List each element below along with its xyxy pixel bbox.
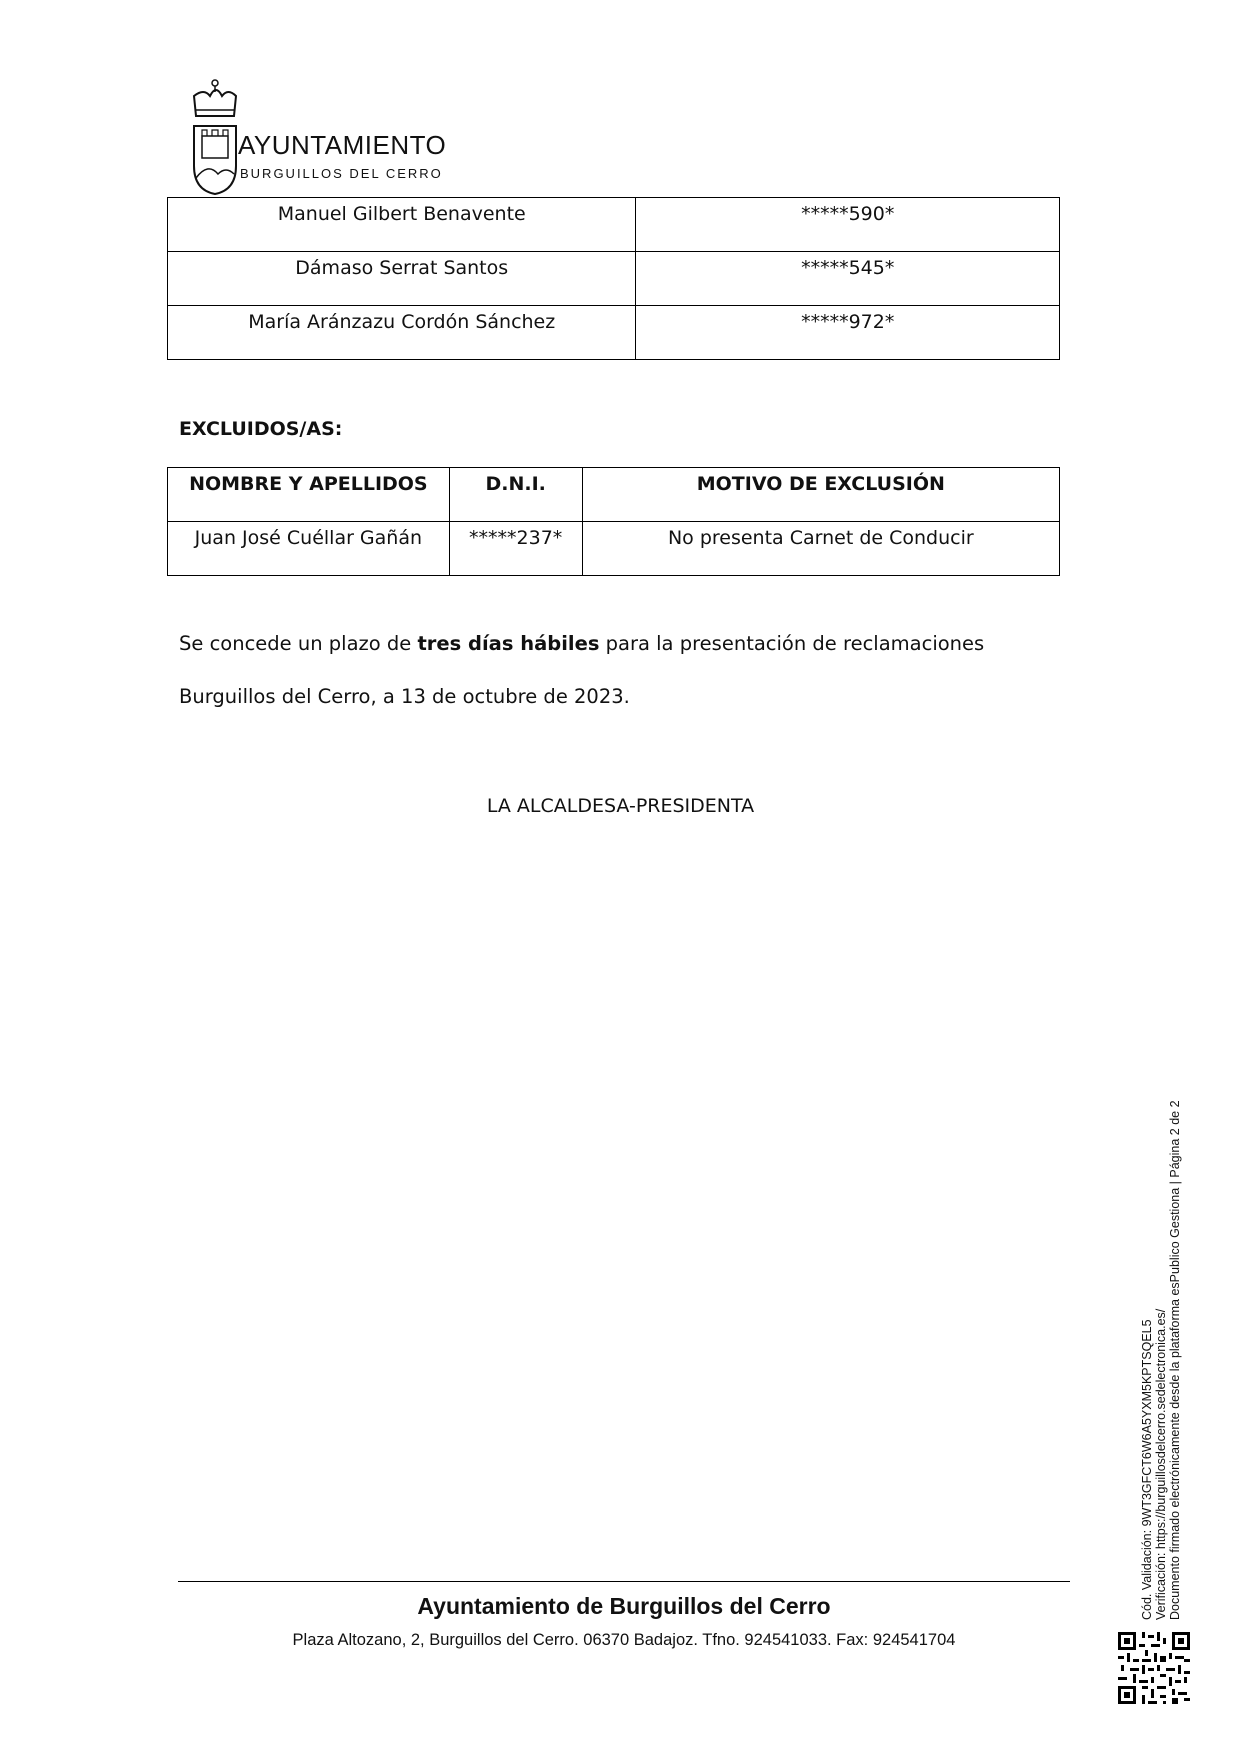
claims-text-end: para la presentación de reclamaciones (599, 632, 985, 655)
footer-divider (178, 1581, 1070, 1582)
table-row (168, 252, 1060, 306)
logo-subtitle: BURGUILLOS DEL CERRO (240, 166, 443, 181)
column-header-reason: MOTIVO DE EXCLUSIÓN (582, 468, 1059, 522)
logo-title: AYUNTAMIENTO (238, 130, 447, 160)
claims-text-bold: tres días hábiles (417, 632, 600, 655)
name-cell: Manuel Gilbert Benavente (168, 198, 636, 252)
dni-cell: *****237* (449, 522, 582, 576)
excluded-table (167, 467, 1060, 576)
dni-cell: *****590* (636, 198, 1060, 252)
footer-address: Plaza Altozano, 2, Burguillos del Cerro. 06370 Badajoz. Tfno. 924541033. Fax: 924541704 (292, 1631, 956, 1649)
name-cell: Dámaso Serrat Santos (168, 252, 636, 306)
date-line: Burguillos del Cerro, a 13 de octubre de 2023. (179, 685, 630, 708)
table-row (168, 522, 1060, 576)
table-row (168, 306, 1060, 360)
table-header-row (168, 468, 1060, 522)
validation-stamp (1140, 1100, 1182, 1620)
municipal-logo (190, 78, 447, 196)
name-cell: Juan José Cuéllar Gañán (168, 522, 450, 576)
claims-period-paragraph (179, 632, 984, 655)
qr-code-icon (1118, 1632, 1190, 1704)
verification-url: Verificación: https://burguillosdelcerro.sedelectronica.es/ (1154, 1308, 1168, 1620)
excluded-heading: EXCLUIDOS/AS: (179, 418, 343, 440)
name-cell: María Aránzazu Cordón Sánchez (168, 306, 636, 360)
column-header-name: NOMBRE Y APELLIDOS (168, 468, 450, 522)
claims-text-start: Se concede un plazo de (179, 632, 418, 655)
signature-note: Documento firmado electrónicamente desde la plataforma esPublico Gestiona | Página 2 de 2 (1168, 1100, 1182, 1620)
dni-cell: *****972* (636, 306, 1060, 360)
admitted-table (167, 197, 1060, 360)
dni-cell: *****545* (636, 252, 1060, 306)
validation-code: Cód. Validación: 9WT3GFCT6W6A5YXM5KPTSQEL5 (1140, 1319, 1154, 1620)
column-header-dni: D.N.I. (449, 468, 582, 522)
signature-title: LA ALCALDESA-PRESIDENTA (486, 795, 755, 817)
table-row (168, 198, 1060, 252)
footer-title: Ayuntamiento de Burguillos del Cerro (417, 1593, 831, 1619)
reason-cell: No presenta Carnet de Conducir (582, 522, 1059, 576)
